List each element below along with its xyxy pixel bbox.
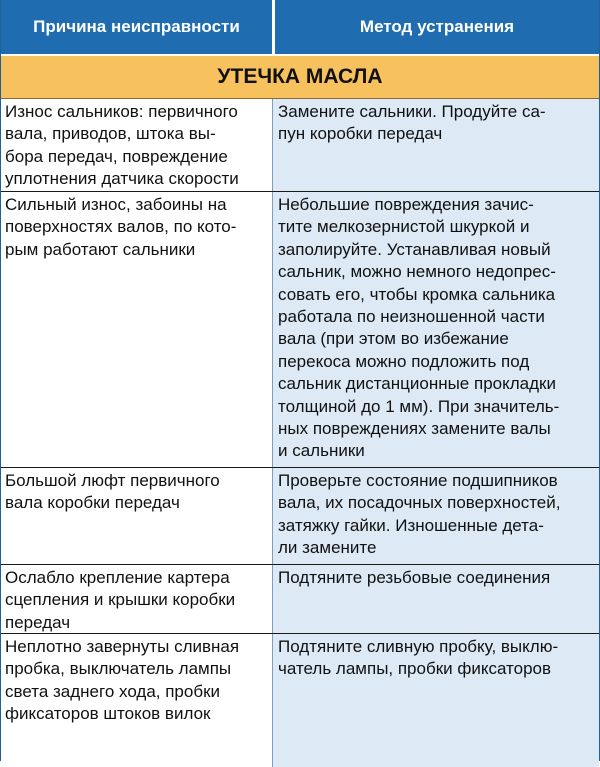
remedy-line: Подтяните резьбовые соединения (278, 568, 551, 587)
remedy-line: совать его, чтобы кромка сальника (278, 284, 556, 304)
remedy-line: Подтяните сливную пробку, выклю- (278, 637, 559, 656)
table-row (1, 468, 599, 565)
cause-cell (1, 634, 273, 767)
cause-line: фиксаторов штоков вилок (5, 704, 211, 724)
cause-line: сцепления и крышки коробки (5, 590, 236, 610)
cause-cell (1, 565, 273, 633)
table-row (1, 565, 599, 634)
remedy-line: ли замените (278, 538, 377, 558)
cause-cell (1, 99, 273, 191)
remedy-cell (273, 99, 599, 191)
cause-line: уплотнения датчика скорости (5, 169, 239, 189)
remedy-line: затяжку гайки. Изношенные дета- (278, 515, 544, 535)
cause-line: поверхностях валов, по кото- (5, 217, 237, 237)
remedy-line: ных повреждениях замените валы (278, 419, 551, 439)
remedy-line: и сальники (278, 441, 365, 461)
cause-line: вала коробки передач (5, 493, 180, 513)
remedy-line: Проверьте состояние подшипников (278, 471, 558, 490)
remedy-cell (273, 634, 599, 767)
remedy-line: работала по неизношенной части (278, 307, 545, 327)
remedy-line: перекоса можно подложить под (278, 351, 530, 371)
cause-line: Сильный износ, забоины на (5, 195, 227, 214)
remedy-cell (273, 565, 599, 633)
section-title: УТЕЧКА МАСЛА (1, 56, 599, 99)
remedy-line: вала (при этом во избежание (278, 329, 509, 349)
remedy-cell (273, 468, 599, 564)
remedy-line: чатель лампы, пробки фиксаторов (278, 659, 552, 679)
cause-line: Износ сальников: первичного (5, 102, 238, 121)
cause-line: бора передач, повреждение (5, 146, 228, 166)
cause-line: вала, приводов, штока вы- (5, 124, 216, 144)
remedy-line: заполируйте. Устанавливая новый (278, 239, 551, 259)
table-header (1, 0, 599, 56)
cause-line: света заднего хода, пробки (5, 681, 221, 701)
cause-line: Большой люфт первичного (5, 471, 220, 490)
cause-line: пробка, выключатель лампы (5, 659, 232, 679)
remedy-cell (273, 192, 599, 467)
table-row (1, 99, 599, 192)
cause-line: Ослабло крепление картера (5, 568, 230, 587)
table-row (1, 634, 599, 767)
cause-line: передач (5, 612, 71, 632)
remedy-line: Небольшие повреждения зачис- (278, 195, 534, 214)
remedy-line: вала, их посадочных поверхностей, (278, 493, 561, 513)
remedy-line: сальник, можно немного недопрес- (278, 262, 556, 282)
cause-line: рым работают сальники (5, 239, 196, 259)
remedy-line: тите мелкозернистой шкуркой и (278, 217, 530, 237)
remedy-line: толщиной до 1 мм). При значитель- (278, 396, 560, 416)
remedy-line: пун коробки передач (278, 124, 443, 144)
cause-cell (1, 192, 273, 467)
cause-line: Неплотно завернуты сливная (5, 637, 240, 656)
table-row (1, 192, 599, 468)
header-remedy: Метод устранения (359, 17, 515, 36)
header-cause: Причина неисправности (1, 0, 275, 54)
cause-cell (1, 468, 273, 564)
remedy-line: Замените сальники. Продуйте са- (278, 102, 546, 121)
remedy-line: сальник дистанционные прокладки (278, 374, 556, 394)
